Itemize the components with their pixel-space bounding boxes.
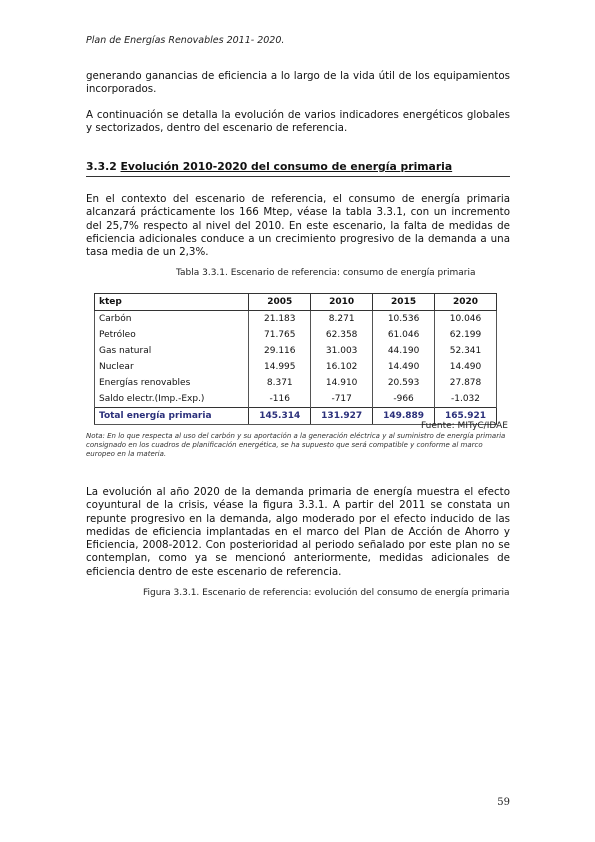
row-label: Nuclear [95,359,249,375]
table-header-cell: 2020 [435,294,497,311]
table-row [95,327,497,343]
figure-caption: Figura 3.3.1. Escenario de referencia: evolución del consumo de energía primaria [143,588,510,598]
table-cell: 71.765 [249,327,311,343]
paragraph-demand-evolution: La evolución al año 2020 de la demanda primaria de energía muestra el efecto coyuntural de la crisis, véase la figura 3.3.1. A partir del 2011 se constata un repunte progresivo en la demanda, algo moderado por el efecto inducido de las medidas de eficiencia implantadas en el marco del Plan de Acción de Ahorro y Eficiencia, 2008-2012. Con posterioridad al periodo señalado por este plan no se contemplan, como ya se mencionó anteriormente, medidas adicionales de eficiencia dentro de este escenario de referencia. [86,486,510,578]
primary-energy-table [94,293,497,425]
table-row [95,375,497,391]
table-cell: 62.358 [311,327,373,343]
paragraph-indicators: A continuación se detalla la evolución de varios indicadores energéticos globales y sectorizados, dentro del escenario de referencia. [86,109,510,135]
page-number: 59 [497,797,510,808]
paragraph-reference-scenario: En el contexto del escenario de referencia, el consumo de energía primaria alcanzará prácticamente los 166 Mtep, véase la tabla 3.3.1, con un incremento del 25,7% respecto al nivel del 2010. En este escenario, la falta de medidas de eficiencia adicionales conduce a un crecimiento progresivo de la demanda a una tasa media de un 2,3%. [86,193,510,259]
table-cell: 20.593 [373,375,435,391]
running-header: Plan de Energías Renovables 2011- 2020. [86,35,285,46]
section-number: 3.3.2 [86,160,117,173]
table-row [95,343,497,359]
table-cell: -966 [373,391,435,408]
row-label: Saldo electr.(Imp.-Exp.) [95,391,249,408]
table-row [95,311,497,328]
table-cell: 16.102 [311,359,373,375]
table-row [95,359,497,375]
table-row [95,391,497,408]
table-note: Nota: En lo que respecta al uso del carbón y su aportación a la generación eléctrica y al suministro de energía primaria consignado en los cuadros de planificación energética, se ha supuesto que será compatible y conforme al marco europeo en la materia. [86,432,506,458]
table-cell: 62.199 [435,327,497,343]
total-cell: 145.314 [249,408,311,425]
table-header-row [95,294,497,311]
table-cell: 29.116 [249,343,311,359]
table-cell: 10.046 [435,311,497,328]
total-cell: 149.889 [373,408,435,425]
table-cell: -717 [311,391,373,408]
table-cell: 31.003 [311,343,373,359]
table-cell: 21.183 [249,311,311,328]
table-header-cell: 2005 [249,294,311,311]
section-heading-rule [86,176,510,177]
row-label: Energías renovables [95,375,249,391]
table-cell: 8.371 [249,375,311,391]
row-label: Carbón [95,311,249,328]
section-title: Evolución 2010-2020 del consumo de energía primaria [120,160,453,173]
table-cell: 8.271 [311,311,373,328]
section-heading [86,160,452,173]
table-cell: 14.490 [435,359,497,375]
table-header-cell: 2015 [373,294,435,311]
table-cell: 61.046 [373,327,435,343]
table-cell: 14.910 [311,375,373,391]
table-cell: 10.536 [373,311,435,328]
table-cell: 14.490 [373,359,435,375]
table-cell: -116 [249,391,311,408]
row-label: Gas natural [95,343,249,359]
paragraph-intro-continuation: generando ganancias de eficiencia a lo largo de la vida útil de los equipamientos incorporados. [86,70,510,96]
table-caption: Tabla 3.3.1. Escenario de referencia: consumo de energía primaria [176,268,476,278]
table-cell: 14.995 [249,359,311,375]
total-cell: 131.927 [311,408,373,425]
table-cell: 44.190 [373,343,435,359]
table-cell: 27.878 [435,375,497,391]
row-label: Petróleo [95,327,249,343]
total-label: Total energía primaria [95,408,249,425]
table-cell: -1.032 [435,391,497,408]
table-header-cell: 2010 [311,294,373,311]
table-source: Fuente: MITyC/IDAE [420,421,508,431]
table-cell: 52.341 [435,343,497,359]
table-header-cell: ktep [95,294,249,311]
total-cell: 165.921 [435,408,497,425]
